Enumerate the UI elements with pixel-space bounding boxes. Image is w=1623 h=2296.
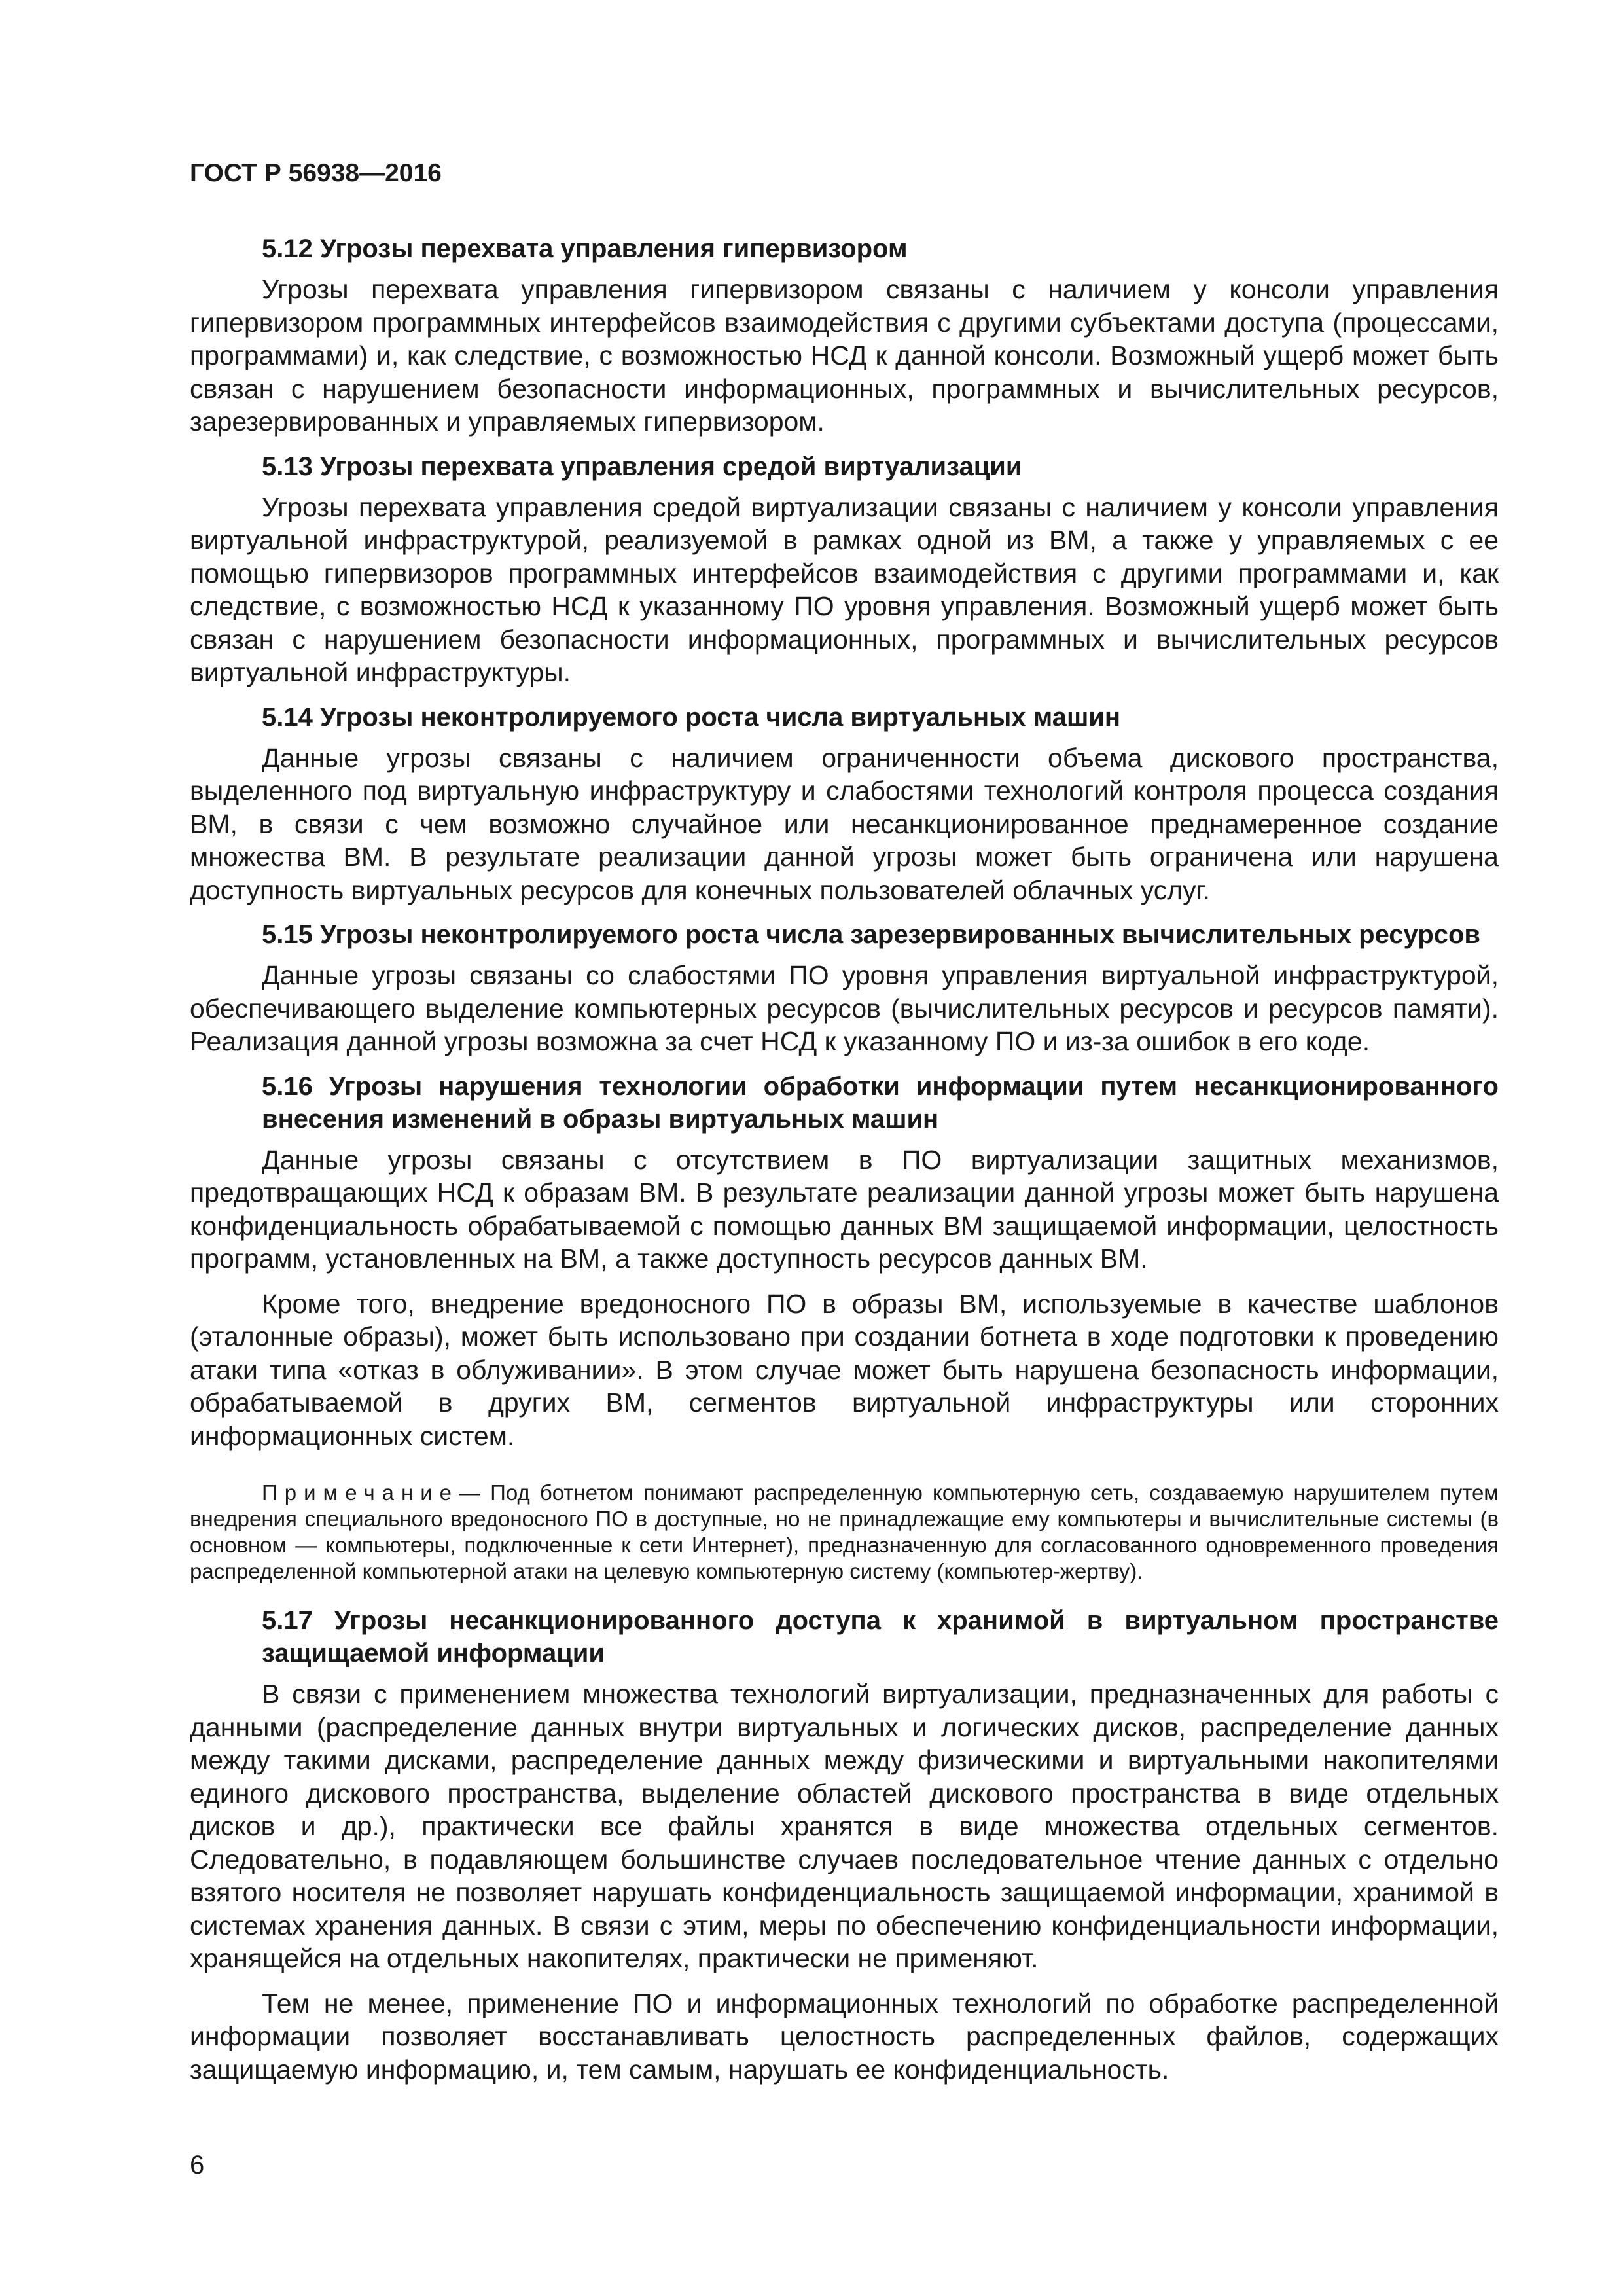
page-number: 6 (190, 2151, 205, 2179)
section-5-16 (190, 1070, 1499, 1585)
paragraph: В связи с применением множества технологий виртуализации, предназначенных для работы с данными (распределение данных внутри виртуальных и логических дисков, распределение данных между такими дисками, распределение данных между физическими и виртуальными накопителями единого дискового пространства, выделение областей дискового пространства в виде отдельных дисков и др.), практически все файлы хранятся в виде множества отдельных сегментов. Следовательно, в подавляющем большинстве случаев последовательное чтение данных с отдельно взятого носителя не позволяет нарушать конфиденциальность защищаемой информации, хранимой в системах хранения данных. В связи с этим, меры по обеспечению конфиденциальности информации, хранящейся на отдельных накопителях, практически не применяют. (190, 1679, 1499, 1973)
paragraph: Данные угрозы связаны с наличием ограниченности объема дискового пространства, выделенного под виртуальную инфраструктуру и слабостями технологий контроля процесса создания ВМ, в связи с чем возможно случайное или несанкционированное преднамеренное создание множества ВМ. В результате реализации данной угрозы может быть ограничена или нарушена доступность виртуальных ресурсов для конечных пользователей облачных услуг. (190, 742, 1499, 905)
section-5-15 (190, 918, 1499, 1058)
paragraph: Угрозы перехвата управления гипервизором связаны с наличием у консоли управления гипервизором программных интерфейсов взаимодействия с другими субъектами доступа (процессами, программами) и, как следствие, с возможностью НСД к данной консоли. Возможный ущерб может быть связан с нарушением безопасности информационных, программных и вычислительных ресурсов, зарезервированных и управляемых гипервизором. (190, 274, 1499, 437)
section-title: 5.15 Угрозы неконтролируемого роста числа зарезервированных вычислительных ресурсов (262, 920, 1480, 949)
section-5-14 (190, 701, 1499, 907)
paragraph: Данные угрозы связаны со слабостями ПО уровня управления виртуальной инфраструктурой, обеспечивающего выделение компьютерных ресурсов (вычислительных ресурсов и ресурсов памяти). Реализация данной угрозы возможна за счет НСД к указанному ПО и из-за ошибок в его коде. (190, 960, 1499, 1056)
document-header: ГОСТ Р 56938—2016 (190, 159, 442, 187)
document-page (190, 157, 1499, 2098)
section-title: 5.12 Угрозы перехвата управления гипервизором (262, 234, 908, 263)
note-text: — Под ботнетом понимают распределенную компьютерную сеть, создаваемую нарушителем путем внедрения специального вредоносного ПО в доступные, но не принадлежащие ему компьютеры и вычислительные системы (в основном — компьютеры, подключенные к сети Интернет), предназначенную для согласованного одновременного проведения распределенной компьютерной атаки на целевую компьютерную систему (компьютер-жертву). (190, 1480, 1499, 1583)
section-title: 5.13 Угрозы перехвата управления средой виртуализации (262, 452, 1022, 481)
paragraph: Кроме того, внедрение вредоносного ПО в образы ВМ, используемые в качестве шаблонов (эталонные образы), может быть использовано при создании ботнета в ходе подготовки к проведению атаки типа «отказ в облуживании». В этом случае может быть нарушена безопасность информации, обрабатываемой в других ВМ, сегментов виртуальной инфраструктуры или сторонних информационных систем. (190, 1288, 1499, 1451)
note-label: Примечание (262, 1480, 459, 1505)
section-title: 5.14 Угрозы неконтролируемого роста числа виртуальных машин (262, 702, 1121, 732)
paragraph: Данные угрозы связаны с отсутствием в ПО виртуализации защитных механизмов, предотвращающих НСД к образам ВМ. В результате реализации данной угрозы может быть нарушена конфиденциальность обрабатываемой с помощью данных ВМ защищаемой информации, целостность программ, установленных на ВМ, а также доступность ресурсов данных ВМ. (190, 1144, 1499, 1274)
section-title: 5.16 Угрозы нарушения технологии обработки информации путем несанкционированного внесения изменений в образы виртуальных машин (262, 1071, 1499, 1134)
section-5-13 (190, 450, 1499, 689)
paragraph: Угрозы перехвата управления средой виртуализации связаны с наличием у консоли управления виртуальной инфраструктурой, реализуемой в рамках одной из ВМ, а также у управляемых с ее помощью гипервизоров программных интерфейсов взаимодействия с другими программами и, как следствие, с возможностью НСД к указанному ПО уровня управления. Возможный ущерб может быть связан с нарушением безопасности информационных, программных и вычислительных ресурсов виртуальной инфраструктуры. (190, 492, 1499, 687)
section-5-17 (190, 1604, 1499, 2086)
section-5-12 (190, 232, 1499, 439)
note (190, 1480, 1499, 1585)
paragraph: Тем не менее, применение ПО и информационных технологий по обработке распределенной информации позволяет восстанавливать целостность распределенных файлов, содержащих защищаемую информацию, и, тем самым, нарушать ее конфиденциальность. (190, 1988, 1499, 2085)
section-title: 5.17 Угрозы несанкционированного доступа к хранимой в виртуальном пространстве защищаемой информации (262, 1606, 1499, 1668)
